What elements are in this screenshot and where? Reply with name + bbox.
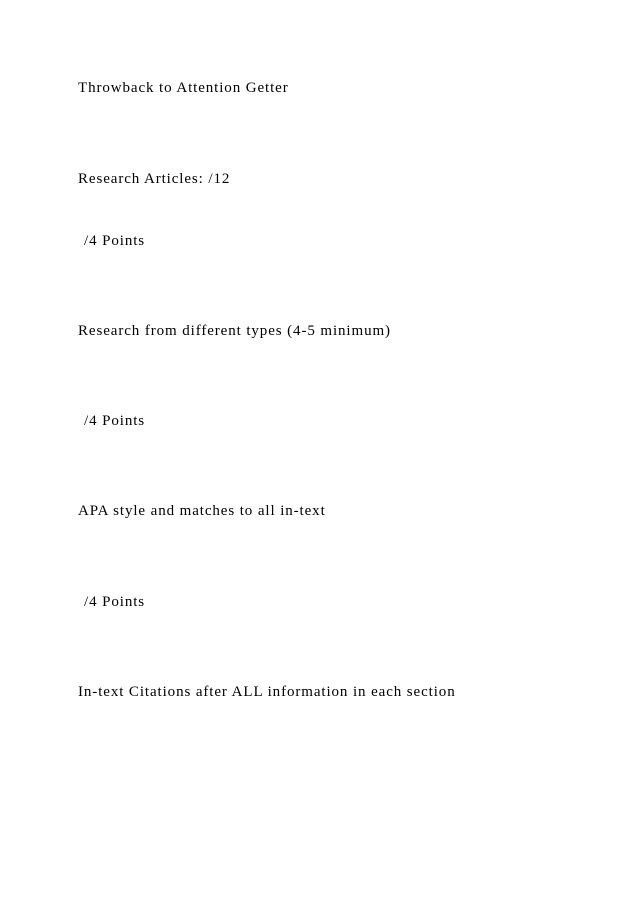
rubric-section-research-articles: Research Articles: /12 [78, 171, 231, 187]
rubric-item-apa-style: APA style and matches to all in-text [78, 503, 326, 519]
points-label: /4 Points [84, 413, 146, 429]
points-label: /4 Points [84, 594, 146, 610]
rubric-item-attention-getter: Throwback to Attention Getter [78, 80, 289, 96]
rubric-item-research-types: Research from different types (4-5 minimum) [78, 323, 391, 339]
rubric-item-in-text-citations: In-text Citations after ALL information in each section [78, 684, 456, 700]
points-label: /4 Points [84, 233, 146, 249]
